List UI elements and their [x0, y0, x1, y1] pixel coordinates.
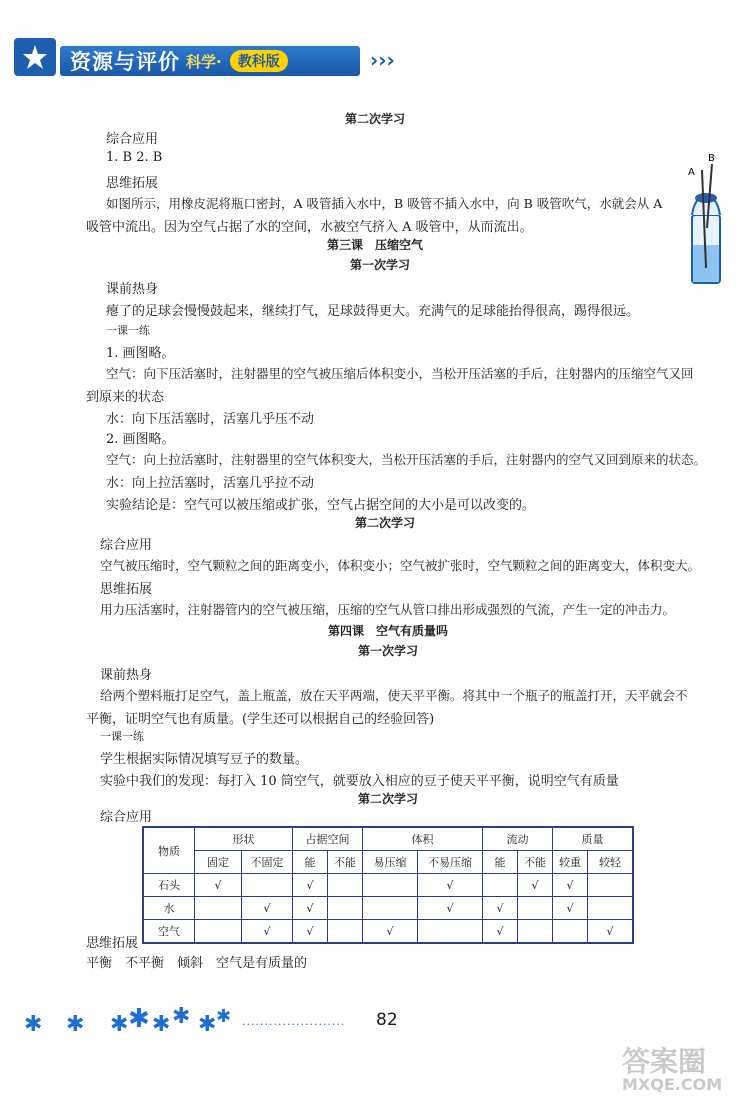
figure-label-a: A — [688, 167, 695, 178]
subheading: 一课一练 — [100, 730, 144, 743]
table-cell — [328, 874, 363, 897]
body-text: 空气被压缩时，空气颗粒之间的距离变小，体积变小；空气被扩张时，空气颗粒之间的距离变大，体积变大。 — [100, 558, 701, 573]
lesson-title: 第四课 空气有质量吗 — [327, 624, 448, 638]
table-header: 占据空间 — [293, 827, 363, 851]
row-label: 石头 — [143, 874, 195, 897]
body-text: 吸管中流出。因为空气占据了水的空间，水被空气挤入 A 吸管中，从而流出。 — [86, 220, 533, 235]
footer-dots: ······················· — [242, 1018, 346, 1031]
table-cell: √ — [518, 874, 553, 897]
answer-text: 1. B 2. B — [106, 150, 163, 165]
table-subheader: 不能 — [518, 851, 553, 874]
table-subheader-row — [143, 851, 633, 874]
body-text: 1. 画图略。 — [106, 346, 175, 361]
series-title: 资源与评价 — [70, 50, 180, 74]
subheading: 课前热身 — [100, 668, 153, 683]
table-subheader: 不固定 — [242, 851, 293, 874]
table-cell: √ — [242, 897, 293, 920]
body-text: 瘪了的足球会慢慢鼓起来，继续打气，足球鼓得更大。充满气的足球能抬得很高，踢得很远。 — [106, 304, 640, 319]
section-heading: 第二次学习 — [357, 792, 418, 806]
table-cell: √ — [483, 920, 518, 944]
star-icon — [21, 43, 49, 71]
subheading: 思维拓展 — [100, 582, 153, 597]
header-bar — [60, 46, 360, 76]
subheading: 一课一练 — [106, 324, 150, 337]
body-text: 给两个塑料瓶打足空气，盖上瓶盖，放在天平两端，使天平平衡。将其中一个瓶子的瓶盖打开，天平就会不 — [100, 688, 688, 703]
table-subheader: 能 — [293, 851, 328, 874]
body-text: 用力压活塞时，注射器管内的空气被压缩，压缩的空气从管口排出形成强烈的气流，产生一定的冲击力。 — [100, 602, 676, 617]
table-row — [143, 897, 633, 920]
star-icon: ✱ — [66, 1012, 85, 1037]
page-number: 82 — [376, 1010, 398, 1030]
row-label: 水 — [143, 897, 195, 920]
watermark-text: 答案圈 — [622, 1045, 707, 1078]
table-subheader: 易压缩 — [363, 851, 418, 874]
table-subheader: 较重 — [553, 851, 588, 874]
table-subheader: 不易压缩 — [418, 851, 483, 874]
table-cell — [363, 874, 418, 897]
table-cell: √ — [195, 874, 242, 897]
body-text: 水：向下压活塞时，活塞几乎压不动 — [106, 412, 315, 427]
body-text: 水：向上拉活塞时，活塞几乎拉不动 — [106, 476, 315, 491]
table-cell: √ — [418, 874, 483, 897]
table-header: 体积 — [363, 827, 483, 851]
body-text: 学生根据实际情况填写豆子的数量。 — [100, 752, 309, 767]
table-cell: √ — [363, 920, 418, 944]
table-cell: √ — [293, 897, 328, 920]
chevron-right-icon: ››› — [370, 48, 395, 72]
book-header — [14, 38, 444, 80]
table-header: 形状 — [195, 827, 293, 851]
body-text: 实验结论是：空气可以被压缩或扩张，空气占据空间的大小是可以改变的。 — [106, 498, 536, 513]
watermark-logo — [622, 1045, 742, 1098]
table-cell — [242, 874, 293, 897]
star-icon: ✱ — [110, 1012, 129, 1037]
section-heading: 第一次学习 — [349, 258, 410, 272]
table-cell: √ — [553, 874, 588, 897]
table-cell — [588, 874, 634, 897]
table-subheader: 较轻 — [588, 851, 634, 874]
section-heading: 第二次学习 — [354, 516, 415, 530]
table-cell — [483, 874, 518, 897]
table-row — [143, 920, 633, 944]
subheading: 思维拓展 — [86, 936, 139, 951]
table-cell — [518, 920, 553, 944]
section-heading: 第一次学习 — [357, 644, 418, 658]
body-text: 空气：向下压活塞时，注射器里的空气被压缩后体积变小，当松开压活塞的手后，注射器内的压缩空气又回 — [106, 366, 694, 381]
subheading: 综合应用 — [100, 538, 153, 553]
subheading: 课前热身 — [106, 282, 159, 297]
subject-label: 科学· — [186, 52, 222, 71]
section-heading: 第二次学习 — [344, 112, 405, 126]
properties-table — [142, 826, 634, 944]
table-cell: √ — [588, 920, 634, 944]
table-header-row — [143, 827, 633, 851]
table-cell: √ — [483, 897, 518, 920]
table-cell — [553, 920, 588, 944]
lesson-title: 第三课 压缩空气 — [326, 238, 423, 252]
star-icon: ✱ — [216, 1006, 232, 1027]
body-text: 实验中我们的发现：每打入 10 筒空气，就要放入相应的豆子使天平平衡，说明空气有质量 — [100, 774, 619, 789]
star-icon: ✱ — [128, 1004, 150, 1034]
table-cell — [328, 897, 363, 920]
table-cell — [328, 920, 363, 944]
watermark-url: MXQE.COM — [622, 1075, 723, 1094]
table-subheader: 固定 — [195, 851, 242, 874]
table-header: 质量 — [553, 827, 634, 851]
body-text: 2. 画图略。 — [106, 432, 175, 447]
table-subheader: 不能 — [328, 851, 363, 874]
body-text: 空气：向上拉活塞时，注射器里的空气体积变大，当松开压活塞的手后，注射器内的空气又回到原来的状态。 — [106, 452, 707, 467]
body-text: 到原来的状态 — [86, 390, 165, 405]
table-cell — [588, 897, 634, 920]
subheading: 思维拓展 — [106, 176, 159, 191]
table-subheader: 能 — [483, 851, 518, 874]
table-header: 物质 — [143, 827, 195, 874]
body-text: 平衡 不平衡 倾斜 空气是有质量的 — [86, 956, 308, 971]
subheading: 综合应用 — [106, 132, 159, 147]
body-text: 平衡，证明空气也有质量。(学生还可以根据自己的经验回答) — [86, 712, 435, 727]
edition-badge: 教科版 — [230, 50, 288, 72]
table-cell: √ — [293, 874, 328, 897]
table-header: 流动 — [483, 827, 553, 851]
table-cell: √ — [242, 920, 293, 944]
table-cell: √ — [293, 920, 328, 944]
star-icon: ✱ — [198, 1012, 217, 1037]
publisher-logo — [14, 38, 56, 76]
table-cell — [418, 920, 483, 944]
star-icon: ✱ — [172, 1004, 191, 1029]
table-cell: √ — [418, 897, 483, 920]
table-cell — [363, 897, 418, 920]
body-text: 如图所示，用橡皮泥将瓶口密封，A 吸管插入水中，B 吸管不插入水中，向 B 吸管吹气，水就会从 A — [106, 196, 663, 211]
figure-label-b: B — [708, 153, 715, 164]
subheading: 综合应用 — [100, 810, 153, 825]
table-cell — [518, 897, 553, 920]
table-cell — [195, 897, 242, 920]
star-icon: ✱ — [24, 1012, 43, 1037]
table-cell: √ — [553, 897, 588, 920]
star-icon: ✱ — [152, 1012, 171, 1037]
row-label: 空气 — [143, 920, 195, 944]
table-row — [143, 874, 633, 897]
table-cell — [195, 920, 242, 944]
